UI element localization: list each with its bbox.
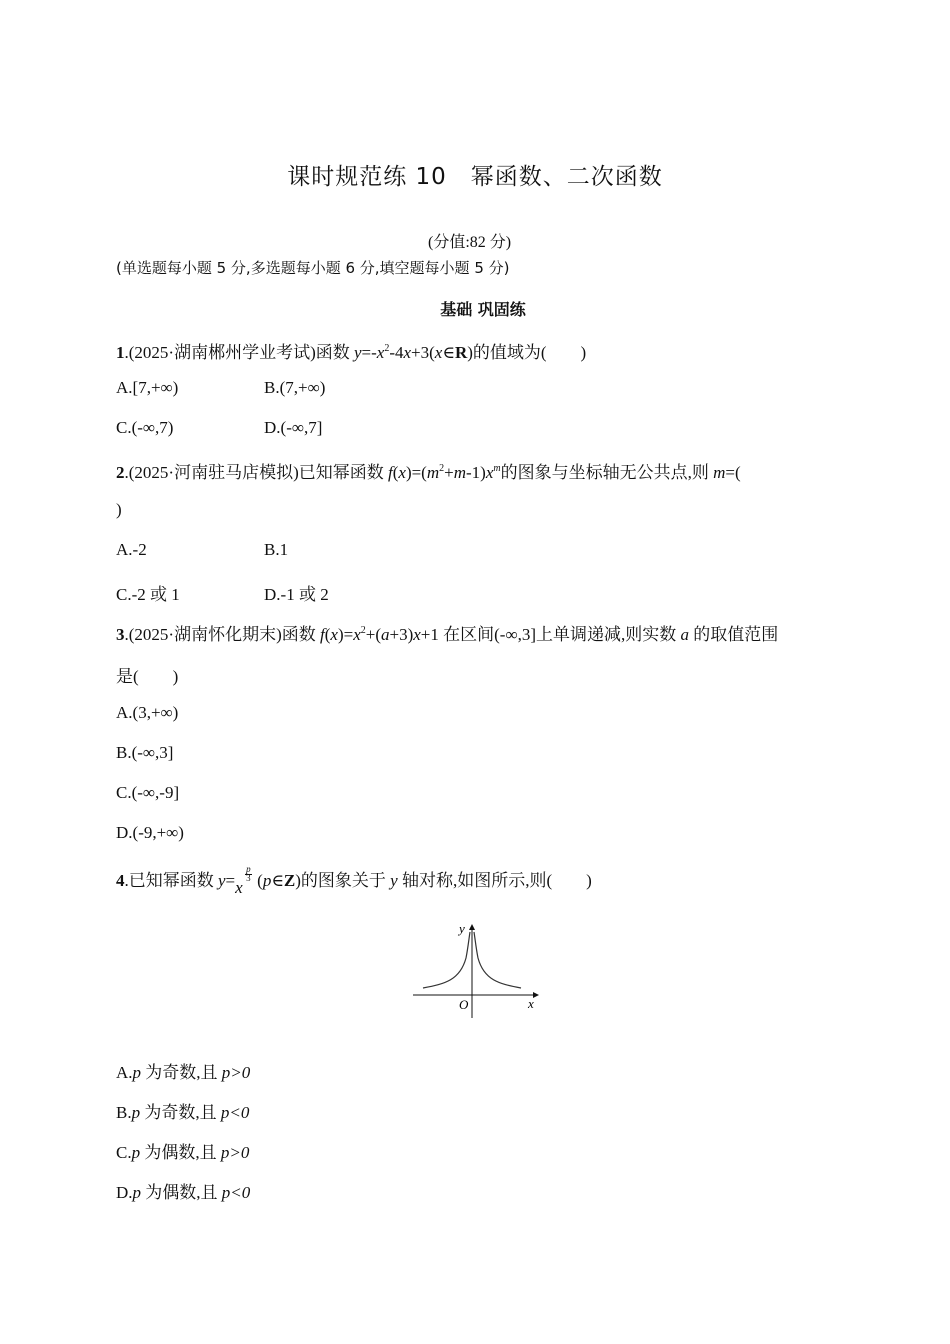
question-source: .(2025·河南驻马店模拟)已知幂函数 xyxy=(124,463,388,482)
formula: $y=-x^2-4x+3(x\in R)$ xyxy=(353,343,473,362)
question-end: 的取值范围 xyxy=(693,625,779,644)
question-2: 2.(2025·河南驻马店模拟)已知幂函数 $f(x)=(m^2+m-1)x^m$的图象与坐标轴无公共点,则 m=( xyxy=(116,463,741,482)
question-1 xyxy=(116,338,586,363)
option-b[interactable]: B.1 xyxy=(264,540,289,559)
question-lead: .已知幂函数 xyxy=(124,871,218,890)
option-c[interactable]: C.-2 或 1 xyxy=(116,585,180,604)
origin-label: O xyxy=(459,997,469,1012)
question-continuation: ) xyxy=(116,500,122,519)
x-axis-arrow xyxy=(533,992,539,998)
option-c[interactable]: C.(-∞,7) xyxy=(116,418,174,437)
question-mid: 在区间(-∞,3]上单调递减,则实数 xyxy=(443,625,681,644)
question-end: =( xyxy=(725,463,741,482)
option-a[interactable]: A.[7,+∞) xyxy=(116,378,179,397)
power-exponent-formula: x p 3 xyxy=(235,864,251,897)
question-source: .(2025·湖南怀化期末)函数 xyxy=(124,625,320,644)
rules-line: (单选题每小题 5 分,多选题每小题 6 分,填空题每小题 5 分) xyxy=(116,259,510,277)
option-b[interactable]: B.(-∞,3] xyxy=(116,743,174,762)
option-d[interactable]: D.(-∞,7] xyxy=(264,418,323,437)
section-title: 基础 巩固练 xyxy=(440,300,526,319)
question-number: 3 xyxy=(116,625,125,644)
question-source: .(2025·湖南郴州学业考试)函数 xyxy=(124,343,354,362)
option-d[interactable]: D.-1 或 2 xyxy=(264,585,329,604)
question-continuation: 是( ) xyxy=(116,667,179,686)
score-line: (分值:82 分) xyxy=(428,234,512,251)
question-mid: 的图象与坐标轴无公共点,则 xyxy=(500,463,714,482)
question-number: 4 xyxy=(116,871,125,890)
question-mid: 的图象关于 xyxy=(300,871,391,890)
option-d[interactable]: D.(-9,+∞) xyxy=(116,823,184,842)
question-4: 4.已知幂函数 y= x p 3 (p∈Z)的图象关于 y 轴对称,如图所示,则( ) xyxy=(116,864,592,897)
option-b[interactable]: B.p 为奇数,且 p<0 xyxy=(116,1103,250,1122)
y-axis-label: y xyxy=(459,921,465,936)
question-3: 3.(2025·湖南怀化期末)函数 $f(x)=x^2+(a+3)x+1$ 在区间(-∞,3]上单调递减,则实数 a 的取值范围 xyxy=(116,625,779,644)
option-a[interactable]: A.p 为奇数,且 p>0 xyxy=(116,1063,251,1082)
formula: $f(x)=(m^2+m-1)x^m$ xyxy=(387,463,501,482)
question-end: 轴对称,如图所示,则( ) xyxy=(401,871,592,890)
x-axis-label: x xyxy=(528,996,534,1011)
option-a[interactable]: A.(3,+∞) xyxy=(116,703,179,722)
curve-right-branch xyxy=(474,932,521,988)
curve-left-branch xyxy=(423,932,470,988)
option-c[interactable]: C.p 为偶数,且 p>0 xyxy=(116,1143,250,1162)
question-number: 1 xyxy=(116,343,125,362)
formula: $f(x)=x^2+(a+3)x+1$ xyxy=(319,625,444,644)
y-axis-arrow xyxy=(469,924,475,930)
page-title: 课时规范练 10 幂函数、二次函数 xyxy=(287,164,663,190)
power-function-graph xyxy=(405,918,550,1018)
option-b[interactable]: B.(7,+∞) xyxy=(264,378,326,397)
option-c[interactable]: C.(-∞,-9] xyxy=(116,783,180,802)
question-tail: 的值域为( ) xyxy=(472,343,587,362)
option-a[interactable]: A.-2 xyxy=(116,540,147,559)
option-d[interactable]: D.p 为偶数,且 p<0 xyxy=(116,1183,251,1202)
question-number: 2 xyxy=(116,463,125,482)
